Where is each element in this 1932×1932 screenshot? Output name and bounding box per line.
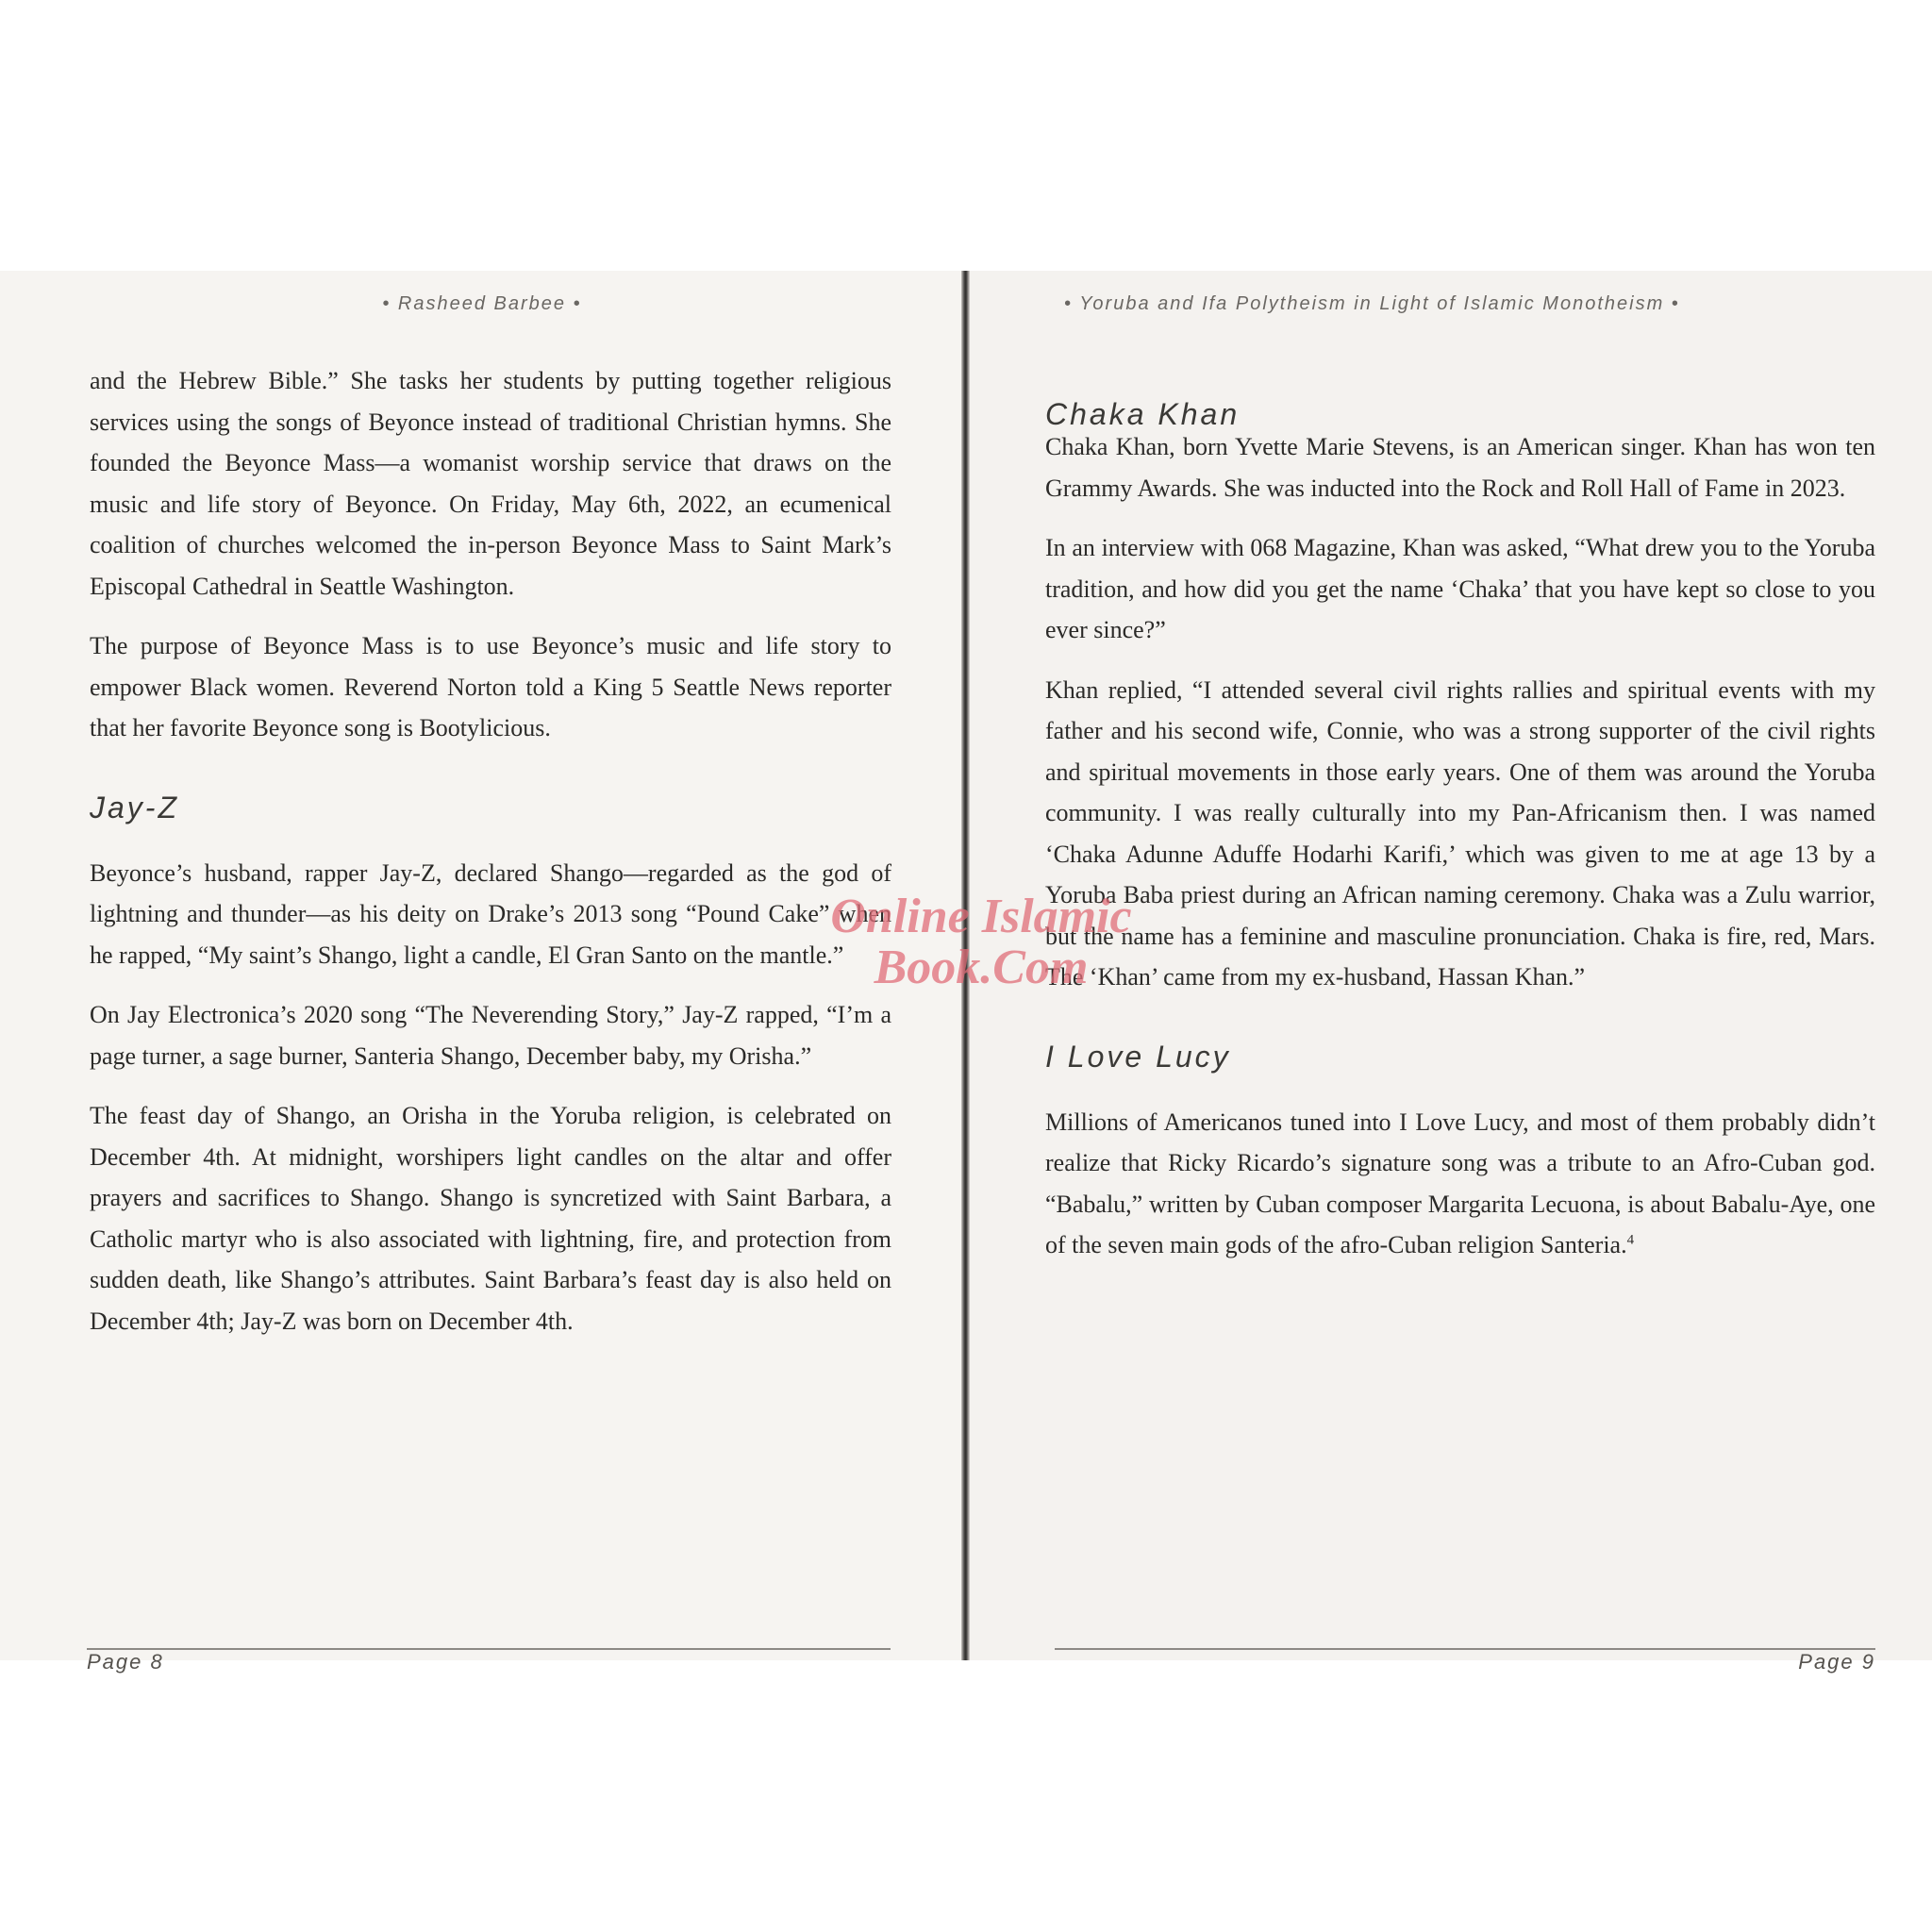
section-heading-i-love-lucy: I Love Lucy: [1045, 1039, 1231, 1074]
paragraph: The feast day of Shango, an Orisha in the Yoruba religion, is celebrated on December 4th. At midnight, worshipers light candles on the altar and offer prayers and sacrifices to Shango. Shango is syncretized with Saint Barbara, a Catholic martyr who is also associated with lightning, fire, and protection from sudden death, like Shango’s attributes. Saint Barbara’s feast day is also held on December 4th; Jay-Z was born on December 4th.: [90, 1102, 891, 1335]
right-page: [970, 271, 1932, 1674]
lucy-paragraph-text: Millions of Americanos tuned into I Love Lucy, and most of them probably didn’t realize that Ricky Ricardo’s signature song was a tribute to an Afro-Cuban god. “Babalu,” written by Cuban composer Margarita Lecuona, is about Babalu-Aye, one of the seven main gods of the afro-Cuban religion Santeria.: [1045, 1108, 1875, 1258]
book-spread: [0, 271, 1932, 1674]
left-footer-rule: [87, 1648, 891, 1650]
left-page-body: [90, 360, 891, 1360]
section-heading-jay-z: Jay-Z: [90, 790, 179, 824]
paragraph: Chaka Khan, born Yvette Marie Stevens, is an American singer. Khan has won ten Grammy Awards. She was inducted into the Rock and Roll Hall of Fame in 2023.: [1045, 433, 1875, 502]
left-running-head: • Rasheed Barbee •: [382, 293, 582, 314]
watermark-line-2: Book.Com: [874, 941, 1089, 994]
section-heading-chaka-khan: Chaka Khan: [1045, 397, 1241, 431]
book-gutter: [961, 271, 970, 1660]
right-running-head: • Yoruba and Ifa Polytheism in Light of Islamic Monotheism •: [1064, 293, 1680, 314]
paragraph: [1045, 1102, 1875, 1266]
right-page-body: [1045, 426, 1875, 1285]
left-page: [0, 271, 964, 1674]
paragraph: In an interview with 068 Magazine, Khan was asked, “What drew you to the Yoruba tradition, and how did you get the name ‘Chaka’ that you have kept so close to you ever since?”: [1045, 534, 1875, 643]
paragraph: On Jay Electronica’s 2020 song “The Neverending Story,” Jay-Z rapped, “I’m a page turner, a sage burner, Santeria Shango, December baby, my Orisha.”: [90, 1001, 891, 1070]
paragraph: Beyonce’s husband, rapper Jay-Z, declared Shango—regarded as the god of lightning and thunder—as his deity on Drake’s 2013 song “Pound Cake” when he rapped, “My saint’s Shango, light a candle, El Gran Santo on the mantle.”: [90, 858, 891, 969]
right-footer-rule: [1055, 1648, 1875, 1650]
paragraph: and the Hebrew Bible.” She tasks her students by putting together religious services using the songs of Beyonce instead of traditional Christian hymns. She founded the Beyonce Mass—a womanist worship service that draws on the music and life story of Beyonce. On Friday, May 6th, 2022, an ecumenical coalition of churches welcomed the in-person Beyonce Mass to Saint Mark’s Episcopal Cathedral in Seattle Washington.: [90, 367, 891, 600]
paragraph: Khan replied, “I attended several civil rights rallies and spiritual events with my father and his second wife, Connie, who was a strong supporter of the civil rights and spiritual movements in those early years. One of them was around the Yoruba community. I was really culturally into my Pan-Africanism then. I was named ‘Chaka Adunne Aduffe Hodarhi Karifi,’ which was given to me at age 13 by a Yoruba Baba priest during an African naming ceremony. Chaka was a Zulu warrior, but the name has a feminine and masculine pronunciation. Chaka is fire, red, Mars. The ‘Khan’ came from my ex-husband, Hassan Khan.”: [1045, 675, 1875, 991]
footnote-reference: 4: [1626, 1232, 1635, 1248]
right-page-number: Page 9: [1798, 1650, 1875, 1674]
watermark-line-1: Online Islamic: [830, 890, 1132, 943]
left-page-number: Page 8: [87, 1650, 164, 1674]
paragraph: The purpose of Beyonce Mass is to use Beyonce’s music and life story to empower Black women. Reverend Norton told a King 5 Seattle News reporter that her favorite Beyonce song is Bootylicious.: [90, 632, 891, 741]
